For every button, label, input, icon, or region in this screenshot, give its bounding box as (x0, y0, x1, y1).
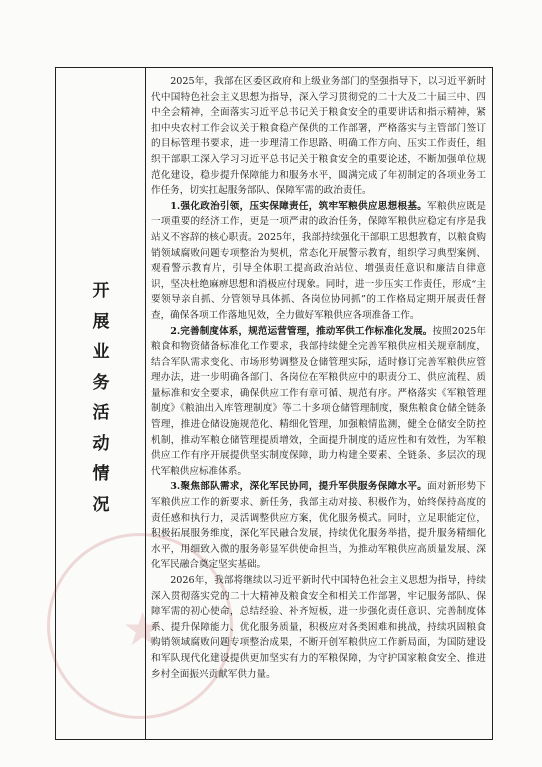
seal-star-icon: ★ (122, 602, 164, 656)
paragraph-text: 军粮供应既是一项重要的经济工作，更是一项严肃的政治任务，保障军粮供应稳定有序是我站义不容辞的核心职责。2025年，我部持续强化干部职工思想教育，以粮食购销领域腐败问题专项整治为契机，常态化开展警示教育，组织学习典型案例、观看警示教育片，引导全体职工提高政治站位、增强责任意识和廉洁自律意识，坚决杜绝麻痹思想和消极应付现象。同时，进一步压实工作责任，形成“主要领导亲自抓、分管领导具体抓、各岗位协同抓”的工作格局定期开展责任督查，确保各项工作落地见效，全力做好军粮供应各项准备工作。 (151, 200, 487, 321)
paragraph-item-2 (151, 324, 486, 480)
paragraph-heading: 1.强化政治引领，压实保障责任，筑牢军粮供应思想根基。 (170, 200, 428, 212)
paragraph-text: 2026年，我部将继续以习近平新时代中国特色社会主义思想为指导，持续深入贯彻落实党的二十大精神及粮食安全和相关工作部署，牢记服务部队、保障军需的初心使命，总结经验、补齐短板，进一步强化责任意识、完善制度体系、提升保障能力、优化服务质量，积极应对各类困难和挑战，持续巩固粮食购销领域腐败问题专项整治成果，不断开创军粮供应工作新局面，为国防建设和军队现代化建设提供更加坚实有力的军粮保障，为守护国家粮食安全、推进乡村全面振兴贡献军供力量。 (151, 575, 486, 680)
label-char: 况 (92, 494, 110, 515)
label-char: 活 (92, 403, 110, 423)
paragraph-heading: 3.聚焦部队需求，深化军民协同，提升军供服务保障水平。 (170, 481, 428, 493)
label-char: 情 (92, 464, 110, 484)
paragraph-intro (151, 74, 486, 199)
paragraph-text: 按照2025年粮食和物资储备标准化工作要求，我部持续健全完善军粮供应相关规章制度，结合军队需求变化、市场形势调整及仓储管理实际，适时修订完善军粮供应管理办法，进一步明确各部门、各岗位在军粮供应中的职责分工、供应流程、质量标准和安全要求，确保供应工作有章可循、规范有序。严格落实《军粮管理制度》《粮油出入库管理制度》等二十多项仓储管理制度，聚焦粮食仓储全链条管理，推进仓储设施规范化、精细化管理，加强粮情监测，健全仓储安全防控机制，推动军粮仓储管理提质增效，全面提升制度的适应性和有效性，为军粮供应工作有序开展提供坚实制度保障，助力构建全要素、全链条、多层次的现代军粮供应标准体系。 (151, 325, 486, 477)
label-char: 务 (92, 372, 110, 393)
paragraph-heading: 2.完善制度体系，规范运营管理，推动军供工作标准化发展。 (170, 325, 433, 337)
label-char: 开 (92, 281, 110, 301)
paragraph-text: 2025年，我部在区委区政府和上级业务部门的坚强指导下，以习近平新时代中国特色社会主义思想为指导，深入学习贯彻党的二十大及二十届三中、四中全会精神，全面落实习近平总书记关于粮食安全的重要讲话和指示精神，紧扣中央农村工作会议关于粮食稳产保供的工作部署，严格落实与主管部门签订的目标管理书要求，进一步理清工作思路、明确工作方向、压实工作责任，组织干部职工深入学习习近平总书记关于粮食安全的重要论述，不断加强单位规范化建设，稳步提升保障能力和服务水平，圆满完成了年初制定的各项业务工作任务，切实扛起服务部队、保障军需的政治责任。 (151, 76, 486, 197)
paragraph-item-3 (151, 479, 486, 573)
label-char: 业 (92, 342, 110, 362)
report-body (151, 74, 486, 682)
section-label (88, 276, 114, 520)
label-char: 动 (92, 433, 110, 454)
paragraph-item-1 (151, 199, 486, 324)
paragraph-plan (151, 573, 486, 682)
label-char: 展 (92, 311, 110, 332)
paragraph-text: 面对新形势下军粮供应工作的新要求、新任务，我部主动对接、积极作为，始终保持高度的责任感和执行力，灵活调整供应方案，优化服务模式。同时，立足职能定位，积极拓展服务维度，深化军民融合发展，持续优化服务举措，提升服务精细化水平，用细致入微的服务彰显军供使命担当，为推动军粮供应高质量发展、深化军民融合奠定坚实基础。 (151, 481, 487, 571)
